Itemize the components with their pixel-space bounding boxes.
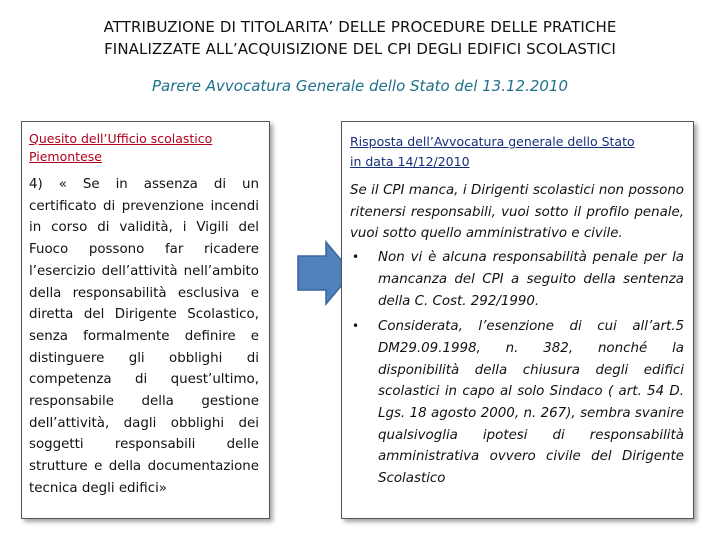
answer-bullet: [350, 316, 684, 490]
answer-heading: [350, 132, 680, 172]
question-panel: [21, 121, 270, 519]
bullet-icon: •: [352, 319, 360, 334]
answer-text: [350, 180, 684, 494]
bullet-icon: •: [352, 250, 360, 265]
title-line-1: ATTRIBUZIONE DI TITOLARITA’ DELLE PROCEDURE DELLE PRATICHE: [103, 18, 617, 36]
answer-intro: Se il CPI manca, i Dirigenti scolastici non possono ritenersi responsabili, vuoi sotto il profilo penale, vuoi sotto quello amministrativo e civile.: [350, 183, 684, 242]
answer-bullet: [350, 247, 684, 312]
title-line-2: FINALIZZATE ALL’ACQUISIZIONE DEL CPI DEGLI EDIFICI SCOLASTICI: [104, 40, 616, 58]
page-subtitle: Parere Avvocatura Generale dello Stato del 13.12.2010: [151, 77, 569, 95]
answer-bullet-text: Non vi è alcuna responsabilità penale per la mancanza del CPI a seguito della sentenza della C. Cost. 292/1990.: [378, 250, 684, 309]
question-text: 4) « Se in assenza di un certificato di prevenzione incendi in corso di validità, i Vigili del Fuoco possono far ricadere l’esercizio dell’attività nell’ambito della responsabilità esclusiva e diretta del Dirigente Scolastico, senza formalmente definire e distinguere gli obblighi di competenza di quest’ultimo, responsabile della gestione dell’attività, dagli obblighi dei soggetti responsabili delle strutture e della documentazione tecnica degli edifici»: [29, 177, 259, 496]
question-heading: Quesito dell’Ufficio scolastico Piemontese: [29, 131, 213, 164]
answer-bullet-list: [350, 247, 684, 490]
answer-panel: [341, 121, 694, 519]
answer-heading-line-1: Risposta dell’Avvocatura generale dello Stato: [350, 134, 635, 149]
answer-bullet-text: Considerata, l’esenzione di cui all’art.5 DM29.09.1998, n. 382, nonché la disponibilità della chiusura degli edifici scolastici in capo al solo Sindaco ( art. 54 D. Lgs. 18 agosto 2000, n. 267), sembra svanire qualsivoglia ipotesi di responsabilità amministrativa ovvero civile del Dirigente Scolastico: [378, 319, 684, 487]
answer-heading-line-2: in data 14/12/2010: [350, 154, 470, 169]
page-title: [40, 16, 680, 60]
